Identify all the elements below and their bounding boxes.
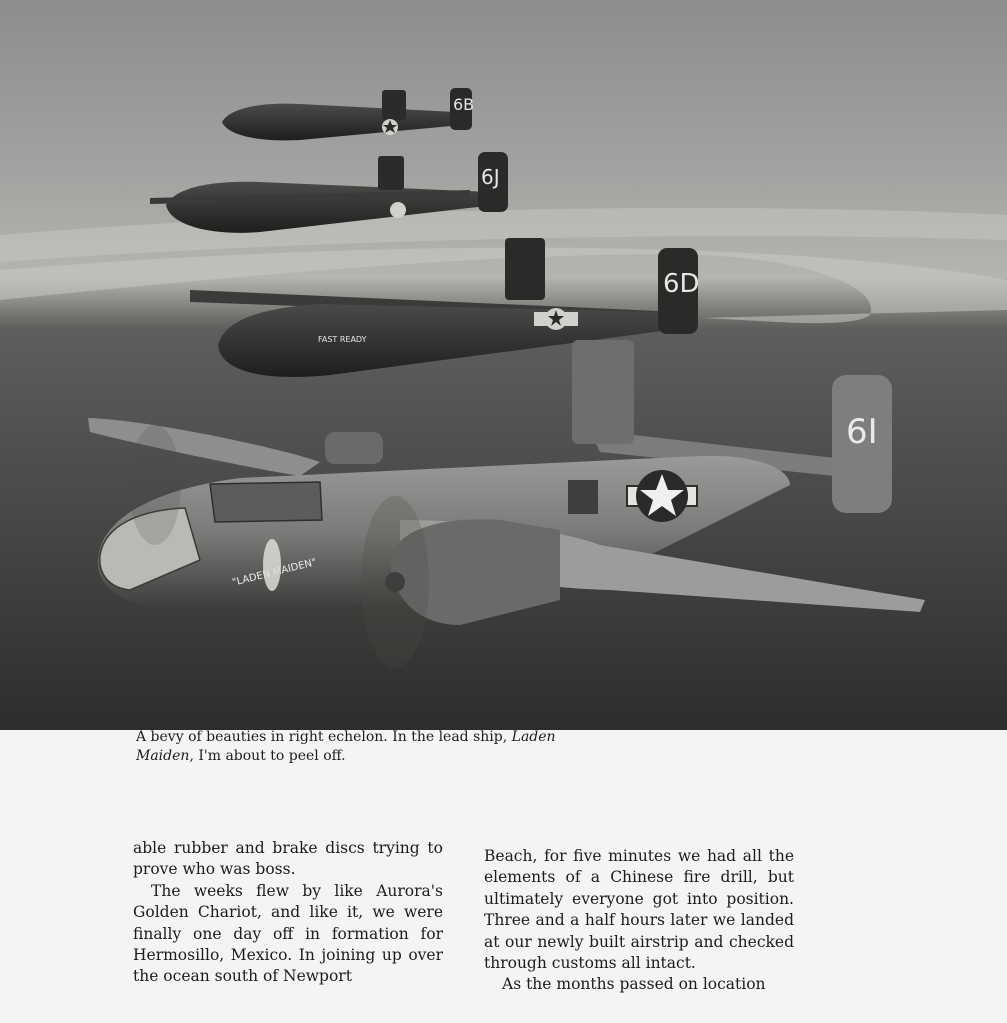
body-column-right <box>484 846 794 996</box>
tail-code-6j: 6J <box>481 165 500 189</box>
nose-art-fast-ready: FAST READY <box>318 335 367 344</box>
tail-code-6d: 6D <box>663 269 700 299</box>
photo-caption <box>136 728 596 766</box>
tail-code-6i: 6I <box>846 412 878 452</box>
paragraph: As the months passed on location <box>502 975 766 994</box>
caption-text-part1: A bevy of beauties in right echelon. In the lead ship, <box>136 729 512 745</box>
nose-art-laden-maiden: "LADEN MAIDEN" <box>231 557 318 589</box>
body-column-left <box>133 838 443 988</box>
paragraph: Beach, for five minutes we had all the elements of a Chinese fire drill, but ultimately everyone got into position. Three and a half hours later we landed at our newly built airstrip and checked through customs all intact. <box>484 847 794 973</box>
paragraph: The weeks flew by like Aurora's Golden Chariot, and like it, we were finally one day off in formation for Hermosillo, Mexico. In joining up over the ocean south of Newport <box>133 881 443 986</box>
caption-ship-name: Laden Maiden <box>136 729 556 764</box>
paragraph: able rubber and brake discs trying to prove who was boss. <box>133 839 443 879</box>
caption-text-part2: , I'm about to peel off. <box>189 748 346 764</box>
tail-code-6b: 6B <box>453 95 475 114</box>
